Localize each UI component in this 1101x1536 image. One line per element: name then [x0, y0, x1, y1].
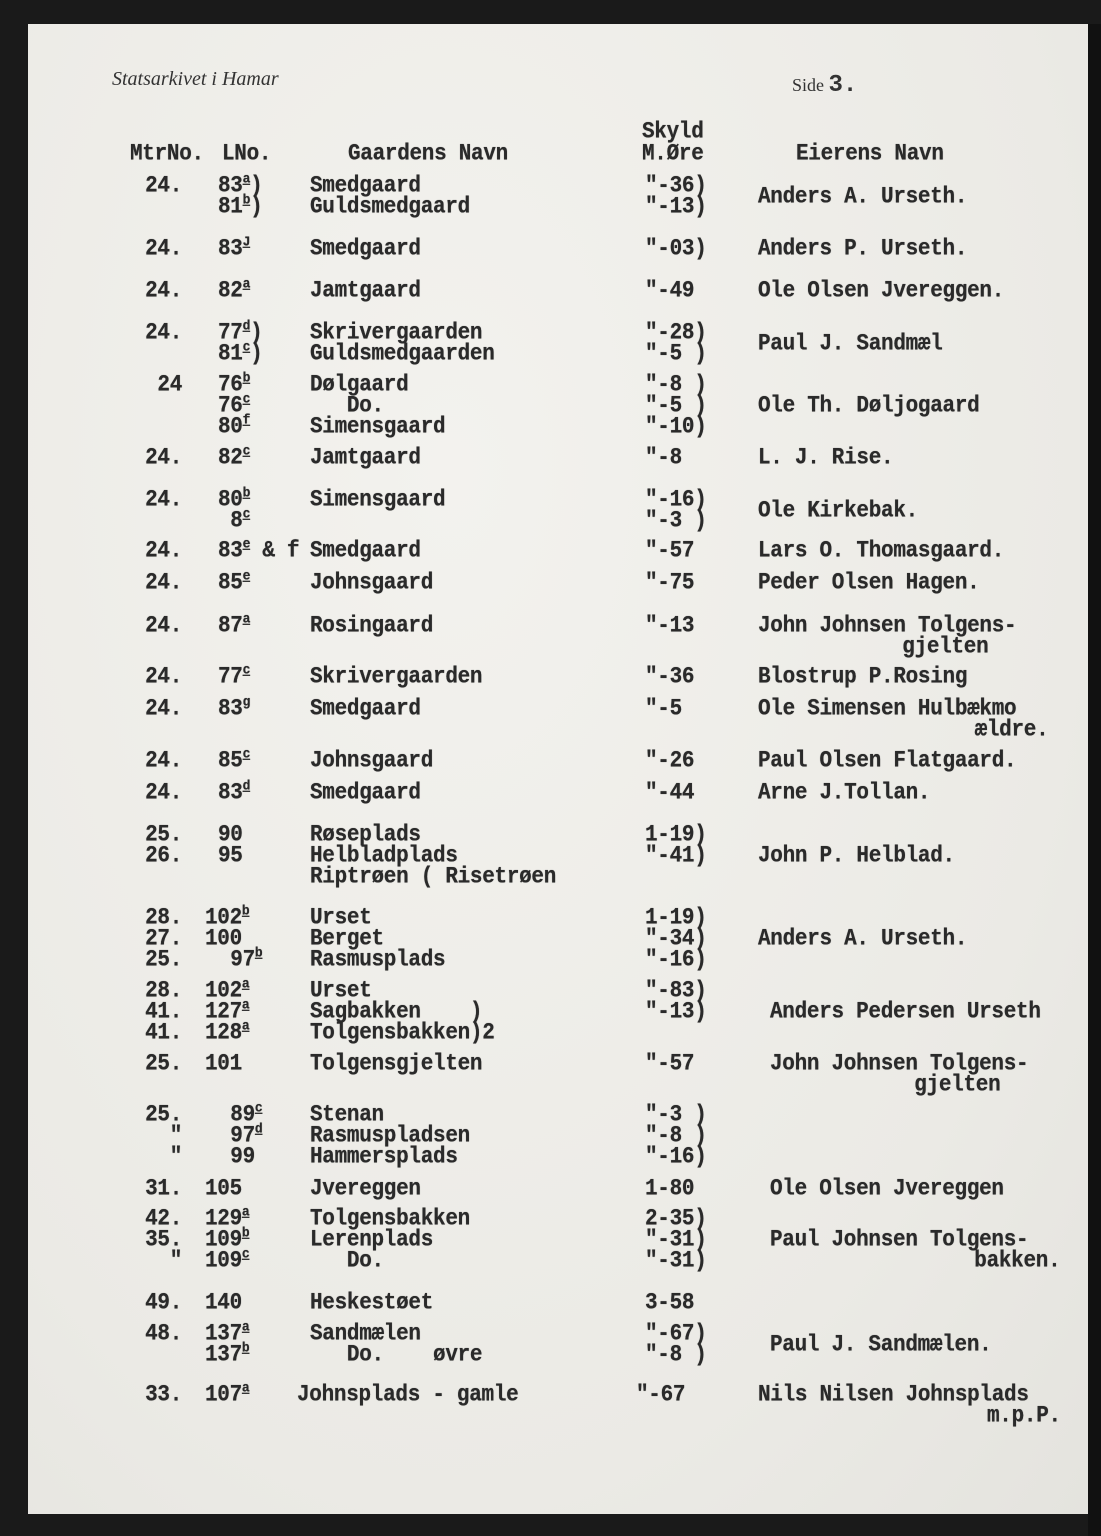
lno-value: 8 [218, 509, 243, 534]
side-label: Side [792, 75, 825, 95]
lno-value: 83 [218, 237, 243, 262]
skyld-value: "-57 [645, 539, 695, 564]
lno-number [218, 693, 251, 722]
col-lno: LNo. [222, 142, 272, 167]
lno-suffix: c [242, 442, 251, 459]
owner-name: John Johnsen Tolgens- [770, 1052, 1029, 1077]
farm-name: Jvereggen [310, 1177, 421, 1202]
farm-name: Urset [310, 979, 372, 1004]
skyld-value: "-41) [645, 844, 707, 869]
lno-suffix: b [242, 191, 251, 208]
owner-name: gjelten [902, 635, 989, 660]
lno-number [218, 610, 251, 639]
lno-suffix: b [242, 484, 251, 501]
mtr-number: 33. [145, 1383, 182, 1408]
skyld-value: "-8 ) [645, 1124, 707, 1149]
lno-value: 105 [205, 1177, 242, 1202]
lno-number [205, 1292, 242, 1316]
lno-suffix: a [241, 1318, 250, 1335]
lno-value: 87 [218, 614, 243, 639]
owner-name: Anders A. Urseth. [758, 927, 968, 952]
mtr-number: 28. [145, 906, 182, 931]
lno-value: 107 [205, 1383, 242, 1408]
lno-value: 89 [218, 1103, 255, 1128]
col-eier: Eierens Navn [796, 142, 944, 167]
lno-value: 97 [218, 948, 255, 973]
lno-suffix: a [242, 610, 251, 627]
mtr-number: 24. [145, 539, 182, 564]
farm-name: Lerenplads [310, 1228, 434, 1253]
farm-name: Røseplads [310, 823, 421, 848]
owner-name: Anders A. Urseth. [758, 184, 968, 210]
farm-name: Heskestøet [310, 1291, 434, 1316]
farm-name: Guldsmedgaard [310, 195, 470, 220]
lno-value: 102 [205, 979, 242, 1004]
mtr-number: 41. [145, 1021, 182, 1046]
lno-suffix: c [242, 661, 251, 678]
lno-value: 81 [218, 195, 243, 220]
skyld-value: 2-35) [645, 1207, 707, 1232]
lno-number [205, 1178, 242, 1202]
lno-value: 77 [218, 665, 243, 690]
owner-name: Blostrup P.Rosing [758, 665, 968, 690]
col-gaard: Gaardens Navn [348, 142, 508, 167]
lno-number [218, 233, 251, 262]
owner-name: Nils Nilsen Johnsplads [758, 1383, 1029, 1408]
side-number: 3. [828, 72, 858, 99]
mtr-number: " [169, 1124, 182, 1149]
farm-name: Smedgaard [310, 697, 421, 722]
lno-suffix: b [254, 944, 263, 961]
lno-suffix: c [242, 338, 251, 355]
lno-value: 81 [218, 342, 243, 367]
skyld-value: "-67 [636, 1383, 686, 1408]
farm-name: Johnsplads - gamle [297, 1383, 519, 1408]
owner-name: Paul J. Sandmæl [758, 331, 943, 357]
skyld-value: "-36 [645, 665, 695, 690]
mtr-number: 24. [145, 749, 182, 774]
farm-name: Smedgaard [310, 539, 421, 564]
lno-number [218, 535, 300, 564]
lno-bracket: ) [250, 174, 263, 199]
owner-name: bakken. [974, 1249, 1061, 1274]
mtr-number: 24. [145, 237, 182, 262]
owner-name: Anders P. Urseth. [758, 237, 968, 262]
lno-suffix: c [242, 390, 251, 407]
skyld-value: "-3 ) [645, 1103, 707, 1128]
owner-name: John Johnsen Tolgens- [758, 614, 1017, 639]
mtr-number: " [169, 1249, 182, 1274]
skyld-value: "-57 [645, 1052, 695, 1077]
lno-value: 95 [218, 844, 243, 869]
lno-suffix: a [242, 170, 251, 187]
mtr-number: 25. [145, 948, 182, 973]
farm-name: Hammersplads [310, 1145, 458, 1170]
mtr-number: 48. [145, 1322, 182, 1347]
lno-suffix: d [254, 1120, 263, 1137]
skyld-value: "-16) [645, 948, 707, 973]
skyld-value: "-67) [645, 1322, 707, 1347]
owner-name: Ole Simensen Hulbækmo [758, 697, 1017, 722]
mtr-number: 31. [145, 1177, 182, 1202]
lno-value: 129 [205, 1207, 242, 1232]
mtr-number: 27. [145, 927, 182, 952]
skyld-value: 1-19) [645, 906, 707, 931]
lno-bracket: ) [250, 342, 263, 367]
lno-suffix: b [241, 1339, 250, 1356]
lno-number [218, 191, 263, 220]
lno-number [205, 1053, 242, 1077]
farm-name: Do. [310, 394, 384, 419]
mtr-number: 25. [145, 1103, 182, 1128]
lno-value: 83 [218, 539, 243, 564]
skyld-value: "-28) [645, 321, 707, 346]
skyld-value: "-5 ) [645, 394, 707, 419]
lno-suffix: b [241, 1224, 250, 1241]
lno-suffix: a [242, 275, 251, 292]
owner-name: L. J. Rise. [758, 446, 894, 471]
lno-value: 82 [218, 279, 243, 304]
lno-number [218, 944, 263, 973]
farm-name: Dølgaard [310, 373, 409, 398]
lno-value: 100 [205, 927, 242, 952]
owner-name: Ole Th. Døljogaard [758, 394, 980, 419]
skyld-value: 1-19) [645, 823, 707, 848]
mtr-number: 25. [145, 1052, 182, 1077]
skyld-value: "-16) [645, 1145, 707, 1170]
lno-value: 128 [205, 1021, 242, 1046]
farm-name: Tolgensgjelten [310, 1052, 483, 1077]
mtr-number: 24. [145, 488, 182, 513]
lno-suffix: a [241, 996, 250, 1013]
lno-bracket: & f [250, 539, 300, 564]
lno-suffix: c [254, 1099, 263, 1116]
farm-name: Simensgaard [310, 488, 446, 513]
owner-name: Lars O. Thomasgaard. [758, 539, 1005, 564]
lno-value: 80 [218, 488, 243, 513]
lno-number [205, 1379, 250, 1408]
lno-value: 90 [218, 823, 243, 848]
lno-bracket: ) [250, 195, 263, 220]
skyld-value: "-44 [645, 781, 695, 806]
owner-name: ældre. [974, 718, 1049, 743]
lno-number [205, 1017, 250, 1046]
lno-suffix: d [242, 777, 251, 794]
lno-value: 137 [205, 1322, 242, 1347]
lno-value: 82 [218, 446, 243, 471]
mtr-number: 24. [145, 279, 182, 304]
lno-suffix: g [242, 693, 251, 710]
lno-value: 109 [205, 1249, 242, 1274]
mtr-number: 28. [145, 979, 182, 1004]
skyld-value: "-8 [645, 446, 682, 471]
skyld-value: "-83) [645, 979, 707, 1004]
mtr-number: 24. [145, 697, 182, 722]
lno-suffix: b [242, 369, 251, 386]
archive-header: Statsarkivet i Hamar [112, 68, 279, 90]
lno-suffix: a [241, 975, 250, 992]
farm-name: Rosingaard [310, 614, 434, 639]
lno-value: 77 [218, 321, 243, 346]
lno-value: 101 [205, 1052, 242, 1077]
farm-name: Rasmusplads [310, 948, 446, 973]
skyld-value: "-31) [645, 1249, 707, 1274]
mtr-number: 24. [145, 174, 182, 199]
lno-suffix: J [242, 233, 251, 250]
farm-name: Tolgensbakken [310, 1207, 470, 1232]
lno-suffix: e [242, 535, 251, 552]
farm-name: Rasmuspladsen [310, 1124, 470, 1149]
lno-value: 137 [205, 1343, 242, 1368]
skyld-value: "-3 ) [645, 509, 707, 534]
farm-name: Skrivergaarden [310, 321, 483, 346]
mtr-number: 25. [145, 823, 182, 848]
farm-name: Berget [310, 927, 384, 952]
farm-name: Smedgaard [310, 237, 421, 262]
lno-value: 83 [218, 781, 243, 806]
mtr-number: 24. [145, 321, 182, 346]
farm-name: Helbladplads [310, 844, 458, 869]
lno-bracket: ) [250, 321, 263, 346]
skyld-value: "-13) [645, 195, 707, 220]
farm-name: Skrivergaarden [310, 665, 483, 690]
lno-number [218, 745, 251, 774]
lno-suffix: a [241, 1203, 250, 1220]
skyld-value: "-5 ) [645, 342, 707, 367]
col-skyld-top: Skyld [642, 120, 704, 145]
lno-value: 80 [218, 415, 243, 440]
farm-name: Smedgaard [310, 174, 421, 199]
owner-name: Peder Olsen Hagen. [758, 571, 980, 596]
farm-name: Stenan [310, 1103, 384, 1128]
lno-number [218, 777, 251, 806]
mtr-number: 24. [145, 614, 182, 639]
farm-name: Johnsgaard [310, 749, 434, 774]
lno-suffix: a [241, 1017, 250, 1034]
mtr-number: 42. [145, 1207, 182, 1232]
farm-name: Sagbakken ) [310, 1000, 483, 1025]
col-mtrno: MtrNo. [130, 142, 204, 167]
owner-name: Anders Pedersen Urseth [770, 1000, 1041, 1025]
skyld-value: 1-80 [645, 1177, 695, 1202]
lno-value: 83 [218, 697, 243, 722]
owner-name: Paul Johnsen Tolgens- [770, 1228, 1029, 1253]
lno-number [205, 1339, 250, 1368]
lno-value: 140 [205, 1291, 242, 1316]
mtr-number: 35. [145, 1228, 182, 1253]
mtr-number: 24. [145, 665, 182, 690]
col-skyld: M.Øre [642, 142, 704, 167]
owner-name: Ole Kirkebak. [758, 498, 918, 524]
lno-value: 99 [218, 1145, 255, 1170]
farm-name: Do. øvre [310, 1343, 483, 1368]
mtr-number: 24 [157, 373, 182, 398]
lno-number [218, 442, 251, 471]
skyld-value: "-26 [645, 749, 695, 774]
farm-name: Jamtgaard [310, 279, 421, 304]
lno-value: 102 [205, 906, 242, 931]
lno-number [218, 1146, 255, 1170]
lno-number [218, 661, 251, 690]
lno-value: 127 [205, 1000, 242, 1025]
skyld-value: "-03) [645, 237, 707, 262]
mtr-number: 26. [145, 844, 182, 869]
lno-value: 109 [205, 1228, 242, 1253]
farm-name: Riptrøen ( Risetrøen [310, 865, 557, 890]
lno-suffix: e [242, 567, 251, 584]
farm-name: Jamtgaard [310, 446, 421, 471]
skyld-value: "-8 ) [645, 373, 707, 398]
skyld-value: "-36) [645, 174, 707, 199]
farm-name: Urset [310, 906, 372, 931]
mtr-number: " [169, 1145, 182, 1170]
skyld-value: "-10) [645, 415, 707, 440]
skyld-value: "-8 ) [645, 1343, 707, 1368]
lno-value: 97 [218, 1124, 255, 1149]
page-number [792, 72, 857, 99]
lno-suffix: d [242, 317, 251, 334]
scan-edge [1088, 24, 1101, 1536]
mtr-number: 24. [145, 781, 182, 806]
skyld-value: "-49 [645, 279, 695, 304]
farm-name: Smedgaard [310, 781, 421, 806]
skyld-value: 3-58 [645, 1291, 695, 1316]
lno-value: 85 [218, 749, 243, 774]
mtr-number: 41. [145, 1000, 182, 1025]
farm-name: Guldsmedgaarden [310, 342, 495, 367]
owner-name: Ole Olsen Jvereggen [770, 1177, 1004, 1202]
skyld-value: "-5 [645, 697, 682, 722]
farm-name: Simensgaard [310, 415, 446, 440]
lno-number [218, 505, 251, 534]
farm-name: Johnsgaard [310, 571, 434, 596]
owner-name: m.p.P. [986, 1404, 1061, 1429]
lno-number [205, 1245, 250, 1274]
skyld-value: "-31) [645, 1228, 707, 1253]
owner-name: John P. Helblad. [758, 844, 955, 869]
lno-suffix: c [242, 745, 251, 762]
skyld-value: "-16) [645, 488, 707, 513]
skyld-value: "-13 [645, 614, 695, 639]
skyld-value: "-75 [645, 571, 695, 596]
lno-number [218, 567, 251, 596]
lno-suffix: f [242, 411, 251, 428]
lno-value: 83 [218, 174, 243, 199]
lno-suffix: c [242, 505, 251, 522]
lno-number [218, 275, 251, 304]
owner-name: gjelten [914, 1073, 1001, 1098]
skyld-value: "-34) [645, 927, 707, 952]
owner-name: Ole Olsen Jvereggen. [758, 279, 1005, 304]
mtr-number: 49. [145, 1291, 182, 1316]
farm-name: Tolgensbakken)2 [310, 1021, 495, 1046]
mtr-number: 24. [145, 571, 182, 596]
lno-suffix: b [241, 902, 250, 919]
lno-suffix: a [241, 1379, 250, 1396]
farm-name: Sandmælen [310, 1322, 421, 1347]
owner-name: Paul Olsen Flatgaard. [758, 749, 1017, 774]
owner-name: Arne J.Tollan. [758, 781, 931, 806]
lno-number [218, 411, 251, 440]
mtr-number: 24. [145, 446, 182, 471]
lno-suffix: c [241, 1245, 250, 1262]
farm-name: Do. [310, 1249, 384, 1274]
lno-number [218, 338, 263, 367]
lno-value: 76 [218, 373, 243, 398]
lno-value: 76 [218, 394, 243, 419]
lno-number [218, 845, 243, 869]
lno-value: 85 [218, 571, 243, 596]
owner-name: Paul J. Sandmælen. [770, 1332, 992, 1358]
skyld-value: "-13) [645, 1000, 707, 1025]
